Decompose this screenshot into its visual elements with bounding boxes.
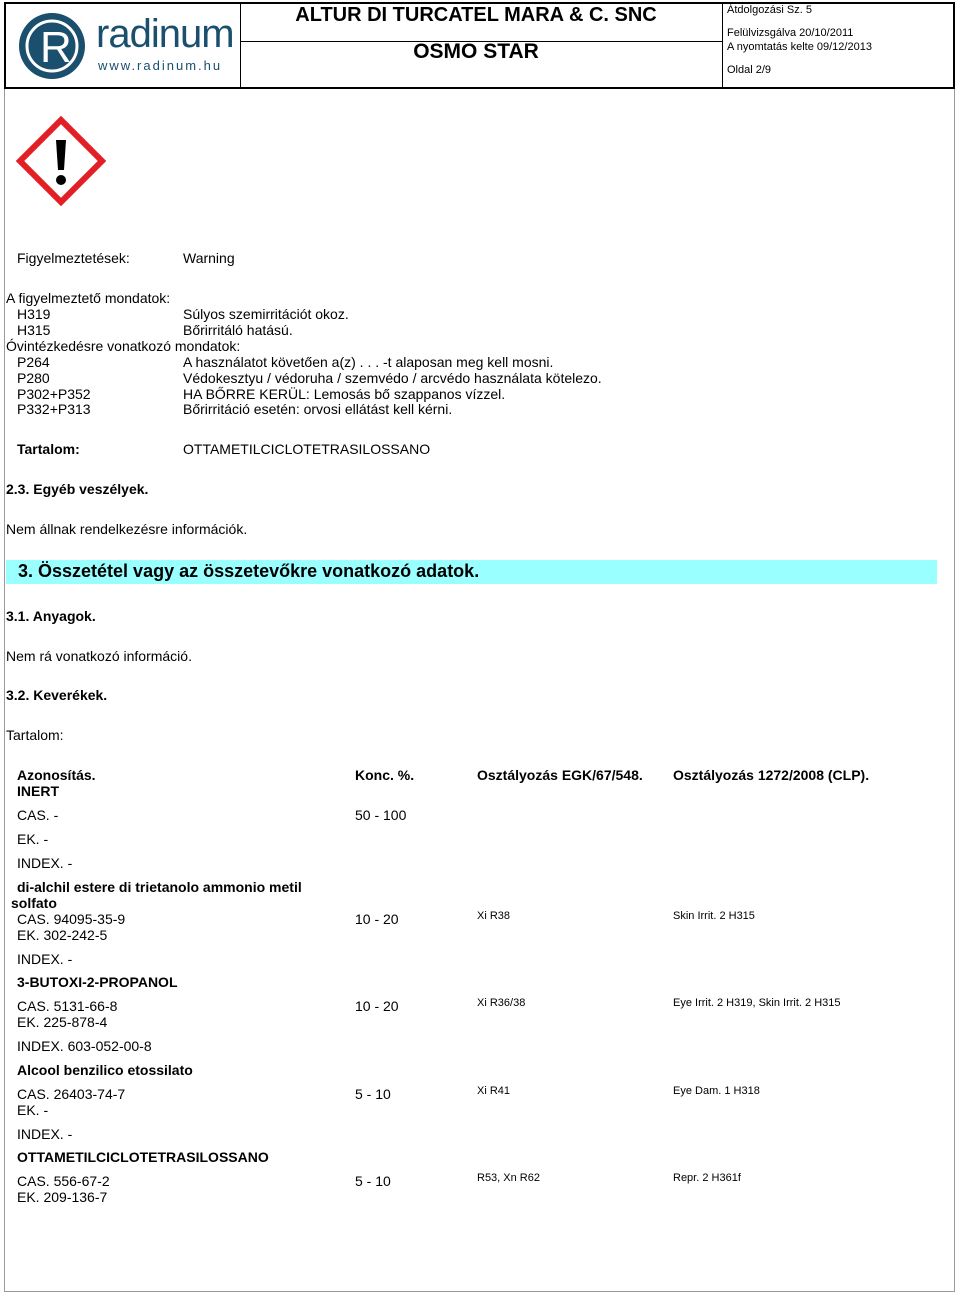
hazard-text: Súlyos szemirritációt okoz. xyxy=(183,306,349,322)
substance-classification-clp: Skin Irrit. 2 H315 xyxy=(673,910,755,922)
substance-ek: EK. 225-878-4 xyxy=(17,1014,108,1030)
product-name: OSMO STAR xyxy=(413,40,539,63)
hazard-text: Bőrirritáló hatású. xyxy=(183,322,293,338)
page-frame xyxy=(4,2,955,1292)
warnings-value: Warning xyxy=(183,250,235,266)
precaution-heading: Óvintézkedésre vonatkozó mondatok: xyxy=(6,338,241,354)
substance-index: INDEX. - xyxy=(17,855,73,871)
hazard-pictogram xyxy=(16,116,106,211)
substance-cas: CAS. 556-67-2 xyxy=(17,1173,110,1189)
precaution-code: P264 xyxy=(17,354,50,370)
page-number: Oldal 2/9 xyxy=(727,64,772,76)
column-header-classification-clp: Osztályozás 1272/2008 (CLP). xyxy=(673,767,870,783)
substance-name: 3-BUTOXI-2-PROPANOL xyxy=(17,974,178,990)
substance-name: INERT xyxy=(17,783,59,799)
substance-index: INDEX. - xyxy=(17,1126,73,1142)
logo-url: www.radinum.hu xyxy=(98,58,223,73)
hazard-heading: A figyelmeztető mondatok: xyxy=(6,290,171,306)
substance-concentration: 5 - 10 xyxy=(355,1173,391,1189)
substance-ek: EK. - xyxy=(17,1102,49,1118)
substance-name: Alcool benzilico etossilato xyxy=(17,1062,193,1078)
precaution-text: HA BŐRRE KERÜL: Lemosás bő szappanos vízzel. xyxy=(183,386,506,402)
substance-ek: EK. 302-242-5 xyxy=(17,927,108,943)
warnings-label: Figyelmeztetések: xyxy=(17,250,130,266)
print-date: A nyomtatás kelte 09/12/2013 xyxy=(727,41,872,53)
substance-cas: CAS. 5131-66-8 xyxy=(17,998,118,1014)
contents-value: OTTAMETILCICLOTETRASILOSSANO xyxy=(183,441,431,457)
revision-number: Átdolgozási Sz. 5 xyxy=(727,4,812,16)
substance-ek: EK. 209-136-7 xyxy=(17,1189,108,1205)
header-divider xyxy=(722,4,723,87)
substance-cas: CAS. - xyxy=(17,807,59,823)
substance-concentration: 50 - 100 xyxy=(355,807,407,823)
substance-cas: CAS. 26403-74-7 xyxy=(17,1086,126,1102)
section-3-2-contents-label: Tartalom: xyxy=(6,727,64,743)
substance-classification-clp: Eye Irrit. 2 H319, Skin Irrit. 2 H315 xyxy=(673,997,841,1009)
review-date: Felülvizsgálva 20/10/2011 xyxy=(727,27,854,39)
substance-classification-clp: Repr. 2 H361f xyxy=(673,1172,741,1184)
precaution-code: P332+P313 xyxy=(17,401,91,417)
company-logo xyxy=(16,10,234,84)
substance-cas: CAS. 94095-35-9 xyxy=(17,911,126,927)
substance-concentration: 10 - 20 xyxy=(355,911,399,927)
substance-index: INDEX. - xyxy=(17,951,73,967)
section-2-3-title: 2.3. Egyéb veszélyek. xyxy=(6,481,149,497)
section-3-1-title: 3.1. Anyagok. xyxy=(6,608,96,624)
substance-concentration: 10 - 20 xyxy=(355,998,399,1014)
column-header-identification: Azonosítás. xyxy=(17,767,96,783)
substance-name: OTTAMETILCICLOTETRASILOSSANO xyxy=(17,1149,269,1165)
precaution-code: P280 xyxy=(17,370,50,386)
contents-label: Tartalom: xyxy=(17,441,80,457)
precaution-text: Bőrirritáció esetén: orvosi ellátást kell kérni. xyxy=(183,401,453,417)
substance-concentration: 5 - 10 xyxy=(355,1086,391,1102)
svg-text:R: R xyxy=(40,23,72,72)
section-3-bar xyxy=(6,560,937,584)
substance-index: INDEX. 603-052-00-8 xyxy=(17,1038,152,1054)
substance-name: di-alchil estere di trietanolo ammonio metil xyxy=(17,879,302,895)
section-3-1-text: Nem rá vonatkozó információ. xyxy=(6,648,192,664)
hazard-code: H319 xyxy=(17,306,51,322)
company-name: ALTUR DI TURCATEL MARA & C. SNC xyxy=(295,4,657,26)
precaution-text: Védokesztyu / védoruha / szemvédo / arcvédo használata kötelezo. xyxy=(183,370,602,386)
substance-classification-clp: Eye Dam. 1 H318 xyxy=(673,1085,760,1097)
substance-classification-egk: R53, Xn R62 xyxy=(477,1172,540,1184)
logo-name: radinum xyxy=(96,12,234,56)
column-header-classification-egk: Osztályozás EGK/67/548. xyxy=(477,767,643,783)
substance-ek: EK. - xyxy=(17,831,49,847)
substance-name: solfato xyxy=(11,895,57,911)
substance-classification-egk: Xi R38 xyxy=(477,910,511,922)
substance-classification-egk: Xi R36/38 xyxy=(477,997,526,1009)
section-3-2-title: 3.2. Keverékek. xyxy=(6,687,108,703)
section-3-title: 3. Összetétel vagy az összetevőkre vonatkozó adatok. xyxy=(18,561,480,581)
precaution-code: P302+P352 xyxy=(17,386,91,402)
exclamation-mark-pictogram-icon xyxy=(16,116,106,206)
precaution-text: A használatot követően a(z) . . . -t alaposan meg kell mosni. xyxy=(183,354,554,370)
section-2-3-text: Nem állnak rendelkezésre információk. xyxy=(6,521,248,537)
hazard-code: H315 xyxy=(17,322,51,338)
column-header-concentration: Konc. %. xyxy=(355,767,415,783)
substance-classification-egk: Xi R41 xyxy=(477,1085,511,1097)
